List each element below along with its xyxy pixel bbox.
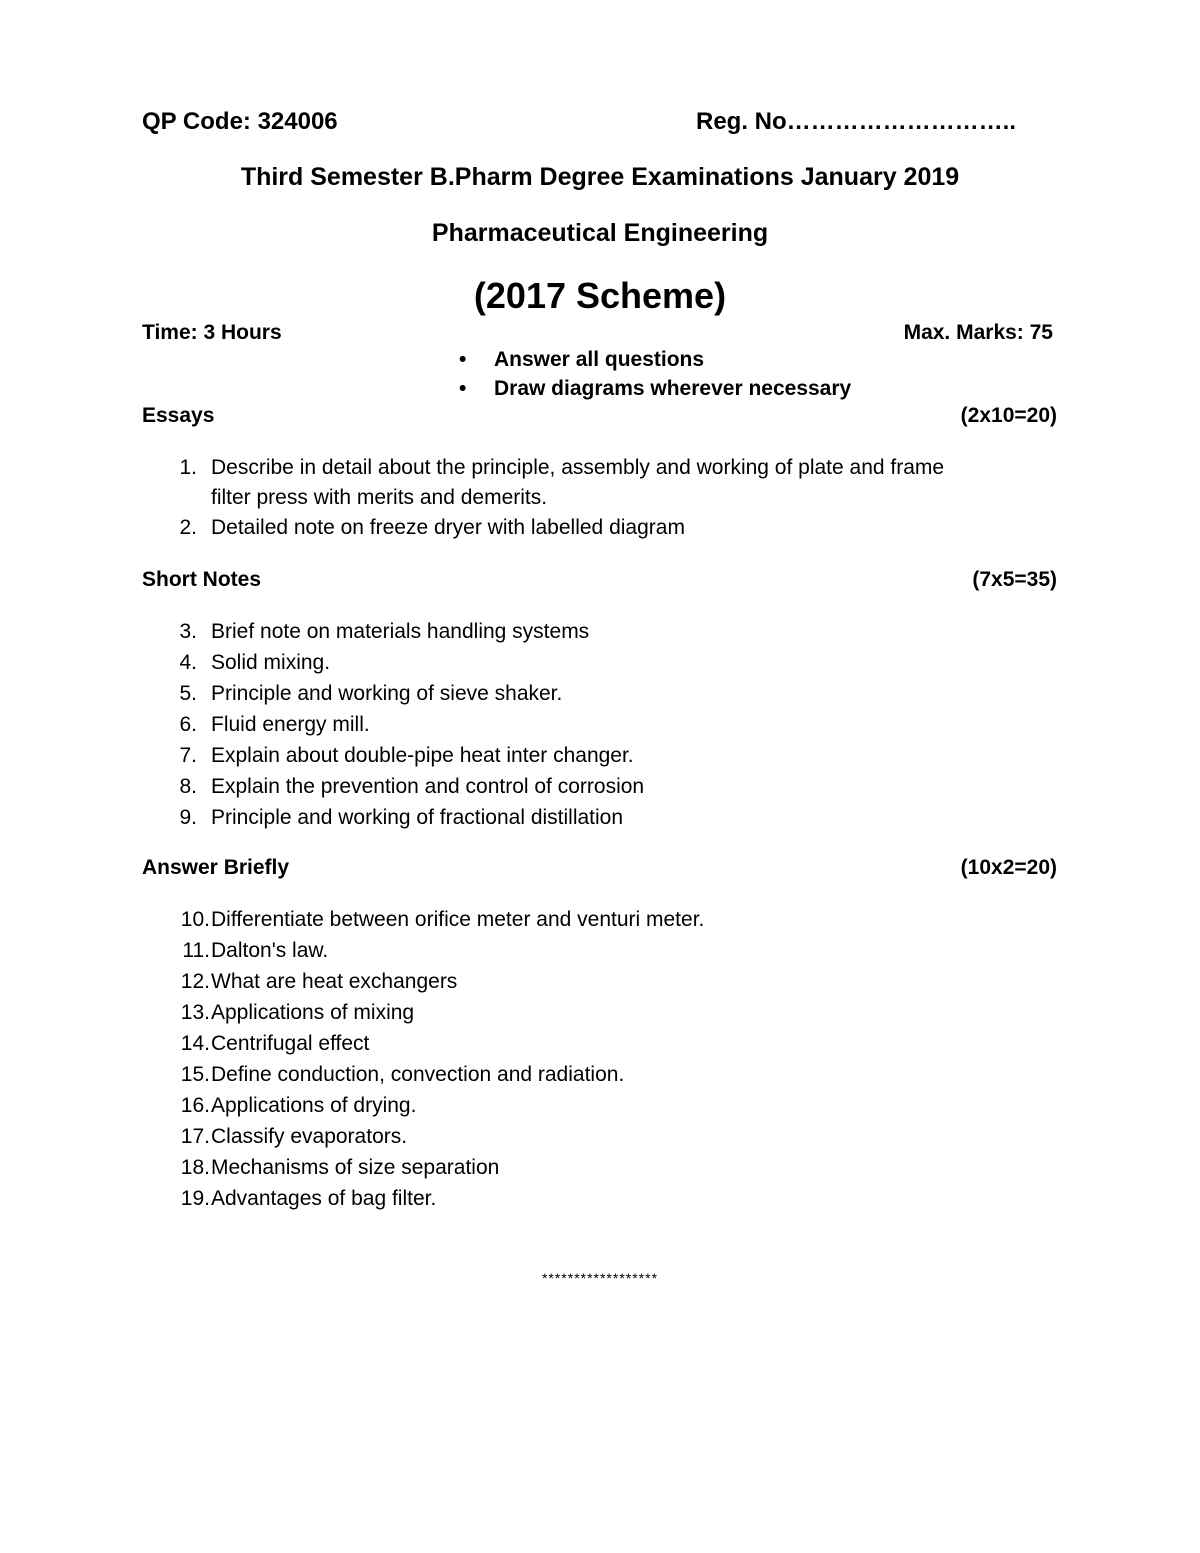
end-of-paper-stars: ******************: [541, 1270, 659, 1286]
question-text: Brief note on materials handling systems: [211, 620, 590, 643]
question-text: Fluid energy mill.: [211, 713, 370, 736]
question-text: Explain the prevention and control of corrosion: [211, 775, 645, 798]
question-text: Define conduction, convection and radiation.: [211, 1063, 625, 1086]
question-text: Applications of drying.: [211, 1094, 417, 1117]
instruction-item: [459, 348, 705, 372]
section-marks-short-notes: (7x5=35): [972, 568, 1057, 591]
bullet-icon: •: [459, 348, 467, 371]
question-number: 2.: [179, 516, 197, 539]
question-number: 13.: [180, 1001, 210, 1024]
question-number: 7.: [179, 744, 197, 767]
instruction-text: Answer all questions: [494, 348, 705, 371]
question-number: 1.: [179, 456, 197, 479]
question-number: 8.: [179, 775, 197, 798]
question-text: filter press with merits and demerits.: [211, 486, 548, 509]
question-number: 16.: [180, 1094, 210, 1117]
subject-title: Pharmaceutical Engineering: [431, 219, 769, 247]
question-text: What are heat exchangers: [211, 970, 458, 993]
question-text: Mechanisms of size separation: [211, 1156, 500, 1179]
question-number: 3.: [179, 620, 197, 643]
question-text: Principle and working of sieve shaker.: [211, 682, 563, 705]
question-text: Advantages of bag filter.: [211, 1187, 437, 1210]
section-title-essays: Essays: [142, 404, 215, 427]
scheme-title: (2017 Scheme): [473, 275, 727, 316]
question-number: 5.: [179, 682, 197, 705]
reg-no: Reg. No………………………..: [696, 108, 1017, 135]
question-text: Explain about double-pipe heat inter changer.: [211, 744, 634, 767]
qp-code: QP Code: 324006: [142, 108, 338, 135]
question-number: 15.: [180, 1063, 210, 1086]
question-text: Classify evaporators.: [211, 1125, 408, 1148]
exam-title: Third Semester B.Pharm Degree Examinations January 2019: [240, 163, 960, 191]
section-marks-answer-briefly: (10x2=20): [960, 856, 1057, 879]
question-text: Applications of mixing: [211, 1001, 415, 1024]
instruction-text: Draw diagrams wherever necessary: [494, 377, 852, 400]
bullet-icon: •: [459, 377, 467, 400]
question-number: 19.: [180, 1187, 210, 1210]
question-number: 11.: [182, 939, 210, 962]
question-text: Differentiate between orifice meter and venturi meter.: [211, 908, 705, 931]
question-text: Describe in detail about the principle, assembly and working of plate and frame: [211, 456, 945, 479]
time-label: Time: 3 Hours: [142, 321, 282, 344]
section-title-short-notes: Short Notes: [142, 568, 262, 591]
question-number: 4.: [179, 651, 197, 674]
question-text: Centrifugal effect: [211, 1032, 370, 1055]
question-number: 6.: [179, 713, 197, 736]
question-number: 9.: [179, 806, 197, 829]
question-number: 12.: [180, 970, 210, 993]
question-text: Principle and working of fractional distillation: [211, 806, 624, 829]
instruction-item: [459, 377, 852, 401]
question-number: 17.: [180, 1125, 210, 1148]
section-marks-essays: (2x10=20): [960, 404, 1057, 427]
question-text: Dalton's law.: [211, 939, 329, 962]
max-marks-label: Max. Marks: 75: [903, 321, 1053, 344]
section-title-answer-briefly: Answer Briefly: [142, 856, 290, 879]
question-number: 10.: [180, 908, 210, 931]
question-text: Detailed note on freeze dryer with labelled diagram: [211, 516, 685, 539]
question-text: Solid mixing.: [211, 651, 331, 674]
question-number: 14.: [180, 1032, 210, 1055]
question-number: 18.: [180, 1156, 210, 1179]
